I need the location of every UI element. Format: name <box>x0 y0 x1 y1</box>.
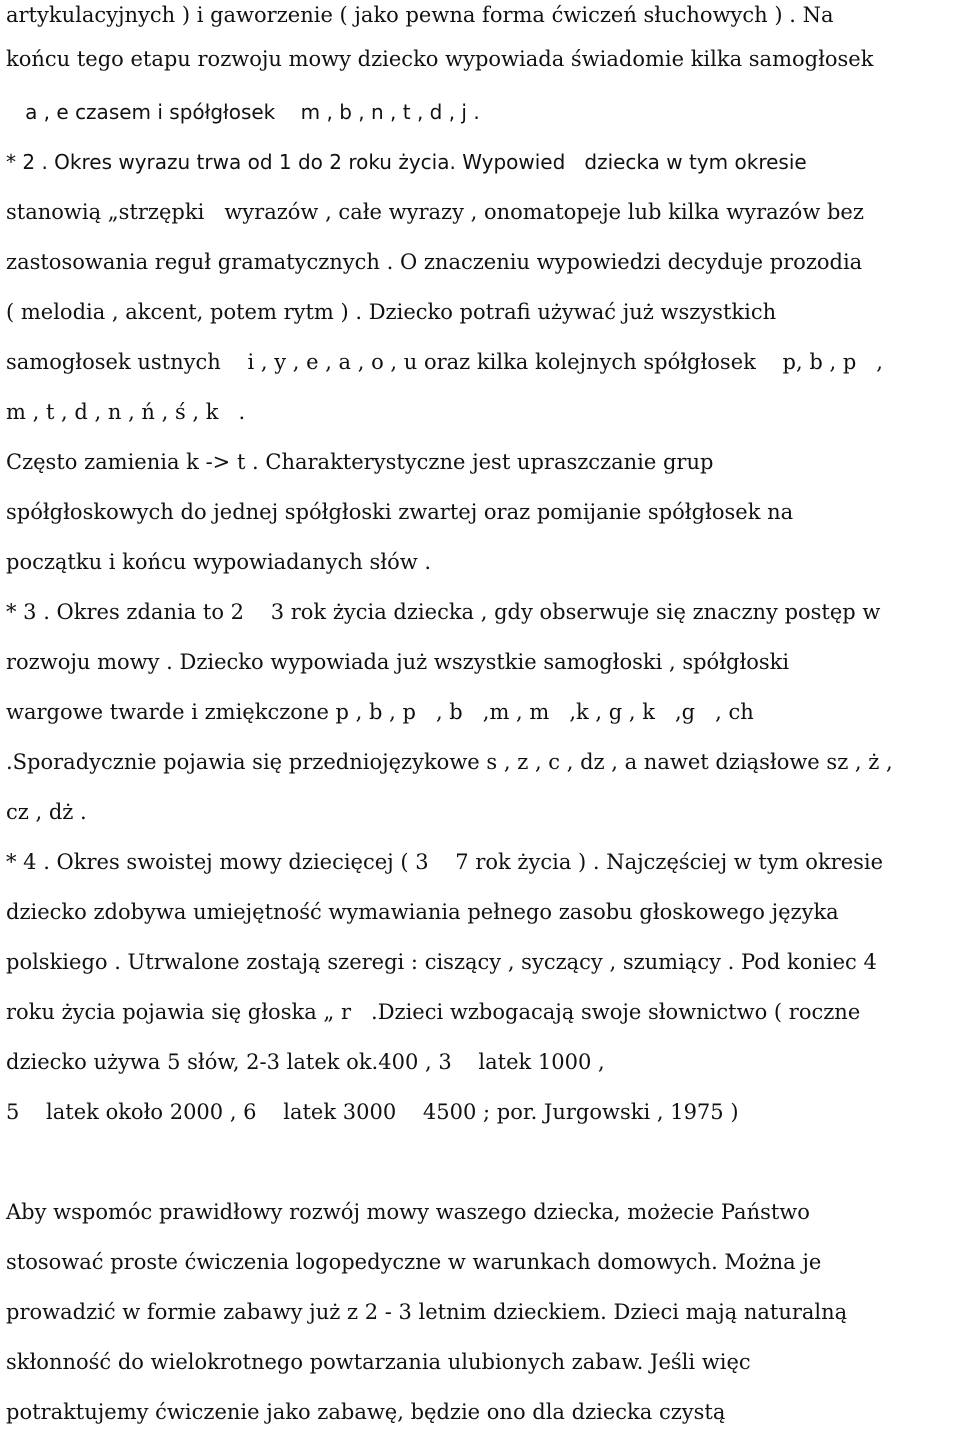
text-line: m , t , d , n , ń , ś , k . <box>6 400 246 424</box>
text-line: zastosowania reguł gramatycznych . O znaczeniu wypowiedzi decyduje prozodia <box>6 250 863 274</box>
text-line: a , e czasem i spółgłosek m , b , n , t , d , j . <box>6 100 480 124</box>
text-line: * 2 . Okres wyrazu trwa od 1 do 2 roku życia. Wypowied dziecka w tym okresie <box>6 150 807 174</box>
text-line: artykulacyjnych ) i gaworzenie ( jako pewna forma ćwiczeń słuchowych ) . Na <box>6 3 834 27</box>
text-line: cz , dż . <box>6 800 87 824</box>
text-line: ( melodia , akcent, potem rytm ) . Dziecko potrafi używać już wszystkich <box>6 300 777 324</box>
text-line: * 4 . Okres swoistej mowy dziecięcej ( 3 7 rok życia ) . Najczęściej w tym okresie <box>6 850 884 874</box>
text-line: początku i końcu wypowiadanych słów . <box>6 550 432 574</box>
text-line: .Sporadycznie pojawia się przedniojęzykowe s , z , c , dz , a nawet dziąsłowe sz , ż , <box>6 750 893 774</box>
text-line: prowadzić w formie zabawy już z 2 - 3 letnim dzieckiem. Dzieci mają naturalną <box>6 1300 848 1324</box>
text-line: spółgłoskowych do jednej spółgłoski zwartej oraz pomijanie spółgłosek na <box>6 500 794 524</box>
text-line: * 3 . Okres zdania to 2 3 rok życia dziecka , gdy obserwuje się znaczny postęp w <box>6 600 881 624</box>
text-line: rozwoju mowy . Dziecko wypowiada już wszystkie samogłoski , spółgłoski <box>6 650 790 674</box>
text-line: potraktujemy ćwiczenie jako zabawę, będzie ono dla dziecka czystą <box>6 1400 726 1424</box>
text-line: końcu tego etapu rozwoju mowy dziecko wypowiada świadomie kilka samogłosek <box>6 47 874 71</box>
text-line: skłonność do wielokrotnego powtarzania ulubionych zabaw. Jeśli więc <box>6 1350 751 1374</box>
text-line: polskiego . Utrwalone zostają szeregi : ciszący , syczący , szumiący . Pod koniec 4 <box>6 950 877 974</box>
text-line: samogłosek ustnych i , y , e , a , o , u oraz kilka kolejnych spółgłosek p, b , p , <box>6 350 883 374</box>
text-line: stanowią „strzępki wyrazów , całe wyrazy , onomatopeje lub kilka wyrazów bez <box>6 200 864 224</box>
text-line: dziecko zdobywa umiejętność wymawiania pełnego zasobu głoskowego języka <box>6 900 839 924</box>
text-line: dziecko używa 5 słów, 2-3 latek ok.400 , 3 latek 1000 , <box>6 1050 605 1074</box>
text-line: 5 latek około 2000 , 6 latek 3000 4500 ; por. Jurgowski , 1975 ) <box>6 1100 739 1124</box>
text-line: roku życia pojawia się głoska „ r .Dzieci wzbogacają swoje słownictwo ( roczne <box>6 1000 861 1024</box>
text-line: Często zamienia k -> t . Charakterystyczne jest upraszczanie grup <box>6 450 714 474</box>
text-line: stosować proste ćwiczenia logopedyczne w warunkach domowych. Można je <box>6 1250 822 1274</box>
text-line: wargowe twarde i zmiękczone p , b , p , b ,m , m ,k , g , k ,g , ch <box>6 700 754 724</box>
text-line: Aby wspomóc prawidłowy rozwój mowy waszego dziecka, możecie Państwo <box>6 1200 810 1224</box>
